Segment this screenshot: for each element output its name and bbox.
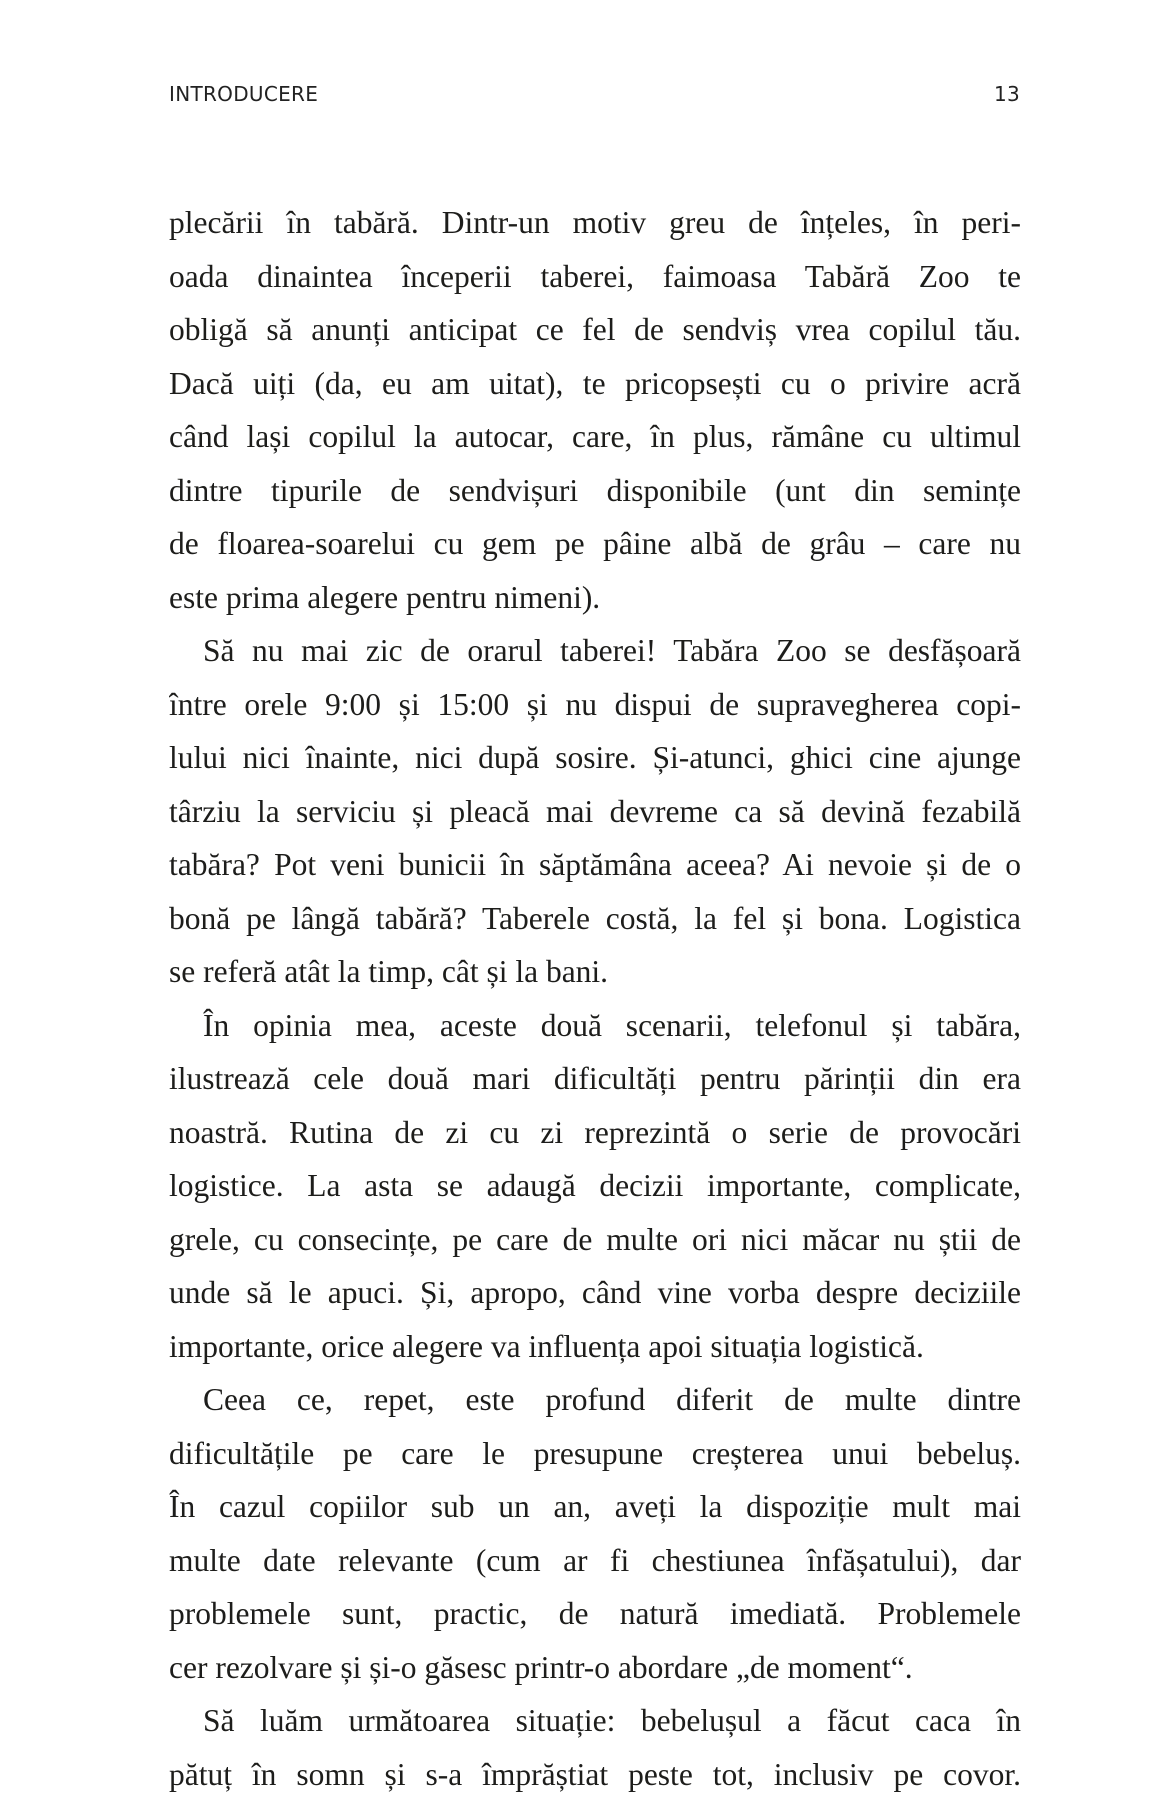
paragraph — [169, 624, 1021, 999]
text-line: de floarea-soarelui cu gem pe pâine albă de grâu – care nu — [169, 517, 1021, 571]
paragraph — [169, 1694, 1021, 1801]
text-line: importante, orice alegere va influența apoi situația logistică. — [169, 1320, 1021, 1374]
paragraph — [169, 196, 1021, 624]
text-line: unde să le apuci. Și, apropo, când vine vorba despre deciziile — [169, 1266, 1021, 1320]
text-line: târziu la serviciu și pleacă mai devreme ca să devină fezabilă — [169, 785, 1021, 839]
text-line: este prima alegere pentru nimeni). — [169, 571, 1021, 625]
text-line: grele, cu consecințe, pe care de multe ori nici măcar nu știi de — [169, 1213, 1021, 1267]
text-line: dintre tipurile de sendvișuri disponibile (unt din semințe — [169, 464, 1021, 518]
text-line: problemele sunt, practic, de natură imediată. Problemele — [169, 1587, 1021, 1641]
text-line: Ceea ce, repet, este profund diferit de multe dintre — [169, 1373, 1021, 1427]
text-line: cer rezolvare și și-o găsesc printr-o abordare „de moment“. — [169, 1641, 1021, 1695]
page-body-text — [169, 196, 1021, 1801]
running-header-section: INTRODUCERE — [169, 82, 318, 106]
text-line: Să luăm următoarea situație: bebelușul a făcut caca în — [169, 1694, 1021, 1748]
paragraph — [169, 999, 1021, 1374]
text-line: pătuț în somn și s-a împrăștiat peste tot, inclusiv pe covor. — [169, 1748, 1021, 1801]
text-line: Dacă uiți (da, eu am uitat), te pricopsești cu o privire acră — [169, 357, 1021, 411]
text-line: bonă pe lângă tabără? Taberele costă, la fel și bona. Logistica — [169, 892, 1021, 946]
text-line: când lași copilul la autocar, care, în plus, rămâne cu ultimul — [169, 410, 1021, 464]
page-number: 13 — [994, 82, 1020, 106]
text-line: noastră. Rutina de zi cu zi reprezintă o serie de provocări — [169, 1106, 1021, 1160]
text-line: multe date relevante (cum ar fi chestiunea înfășatului), dar — [169, 1534, 1021, 1588]
text-line: obligă să anunți anticipat ce fel de sendviș vrea copilul tău. — [169, 303, 1021, 357]
text-line: se referă atât la timp, cât și la bani. — [169, 945, 1021, 999]
text-line: plecării în tabără. Dintr-un motiv greu de înțeles, în peri- — [169, 196, 1021, 250]
text-line: tabăra? Pot veni bunicii în săptămâna aceea? Ai nevoie și de o — [169, 838, 1021, 892]
paragraph — [169, 1373, 1021, 1694]
text-line: În cazul copiilor sub un an, aveți la dispoziție mult mai — [169, 1480, 1021, 1534]
text-line: oada dinaintea începerii taberei, faimoasa Tabără Zoo te — [169, 250, 1021, 304]
text-line: În opinia mea, aceste două scenarii, telefonul și tabăra, — [169, 999, 1021, 1053]
text-line: între orele 9:00 și 15:00 și nu dispui de supravegherea copi- — [169, 678, 1021, 732]
text-line: lului nici înainte, nici după sosire. Și-atunci, ghici cine ajunge — [169, 731, 1021, 785]
text-line: Să nu mai zic de orarul taberei! Tabăra Zoo se desfășoară — [169, 624, 1021, 678]
text-line: dificultățile pe care le presupune creșterea unui bebeluș. — [169, 1427, 1021, 1481]
text-line: logistice. La asta se adaugă decizii importante, complicate, — [169, 1159, 1021, 1213]
text-line: ilustrează cele două mari dificultăți pentru părinții din era — [169, 1052, 1021, 1106]
